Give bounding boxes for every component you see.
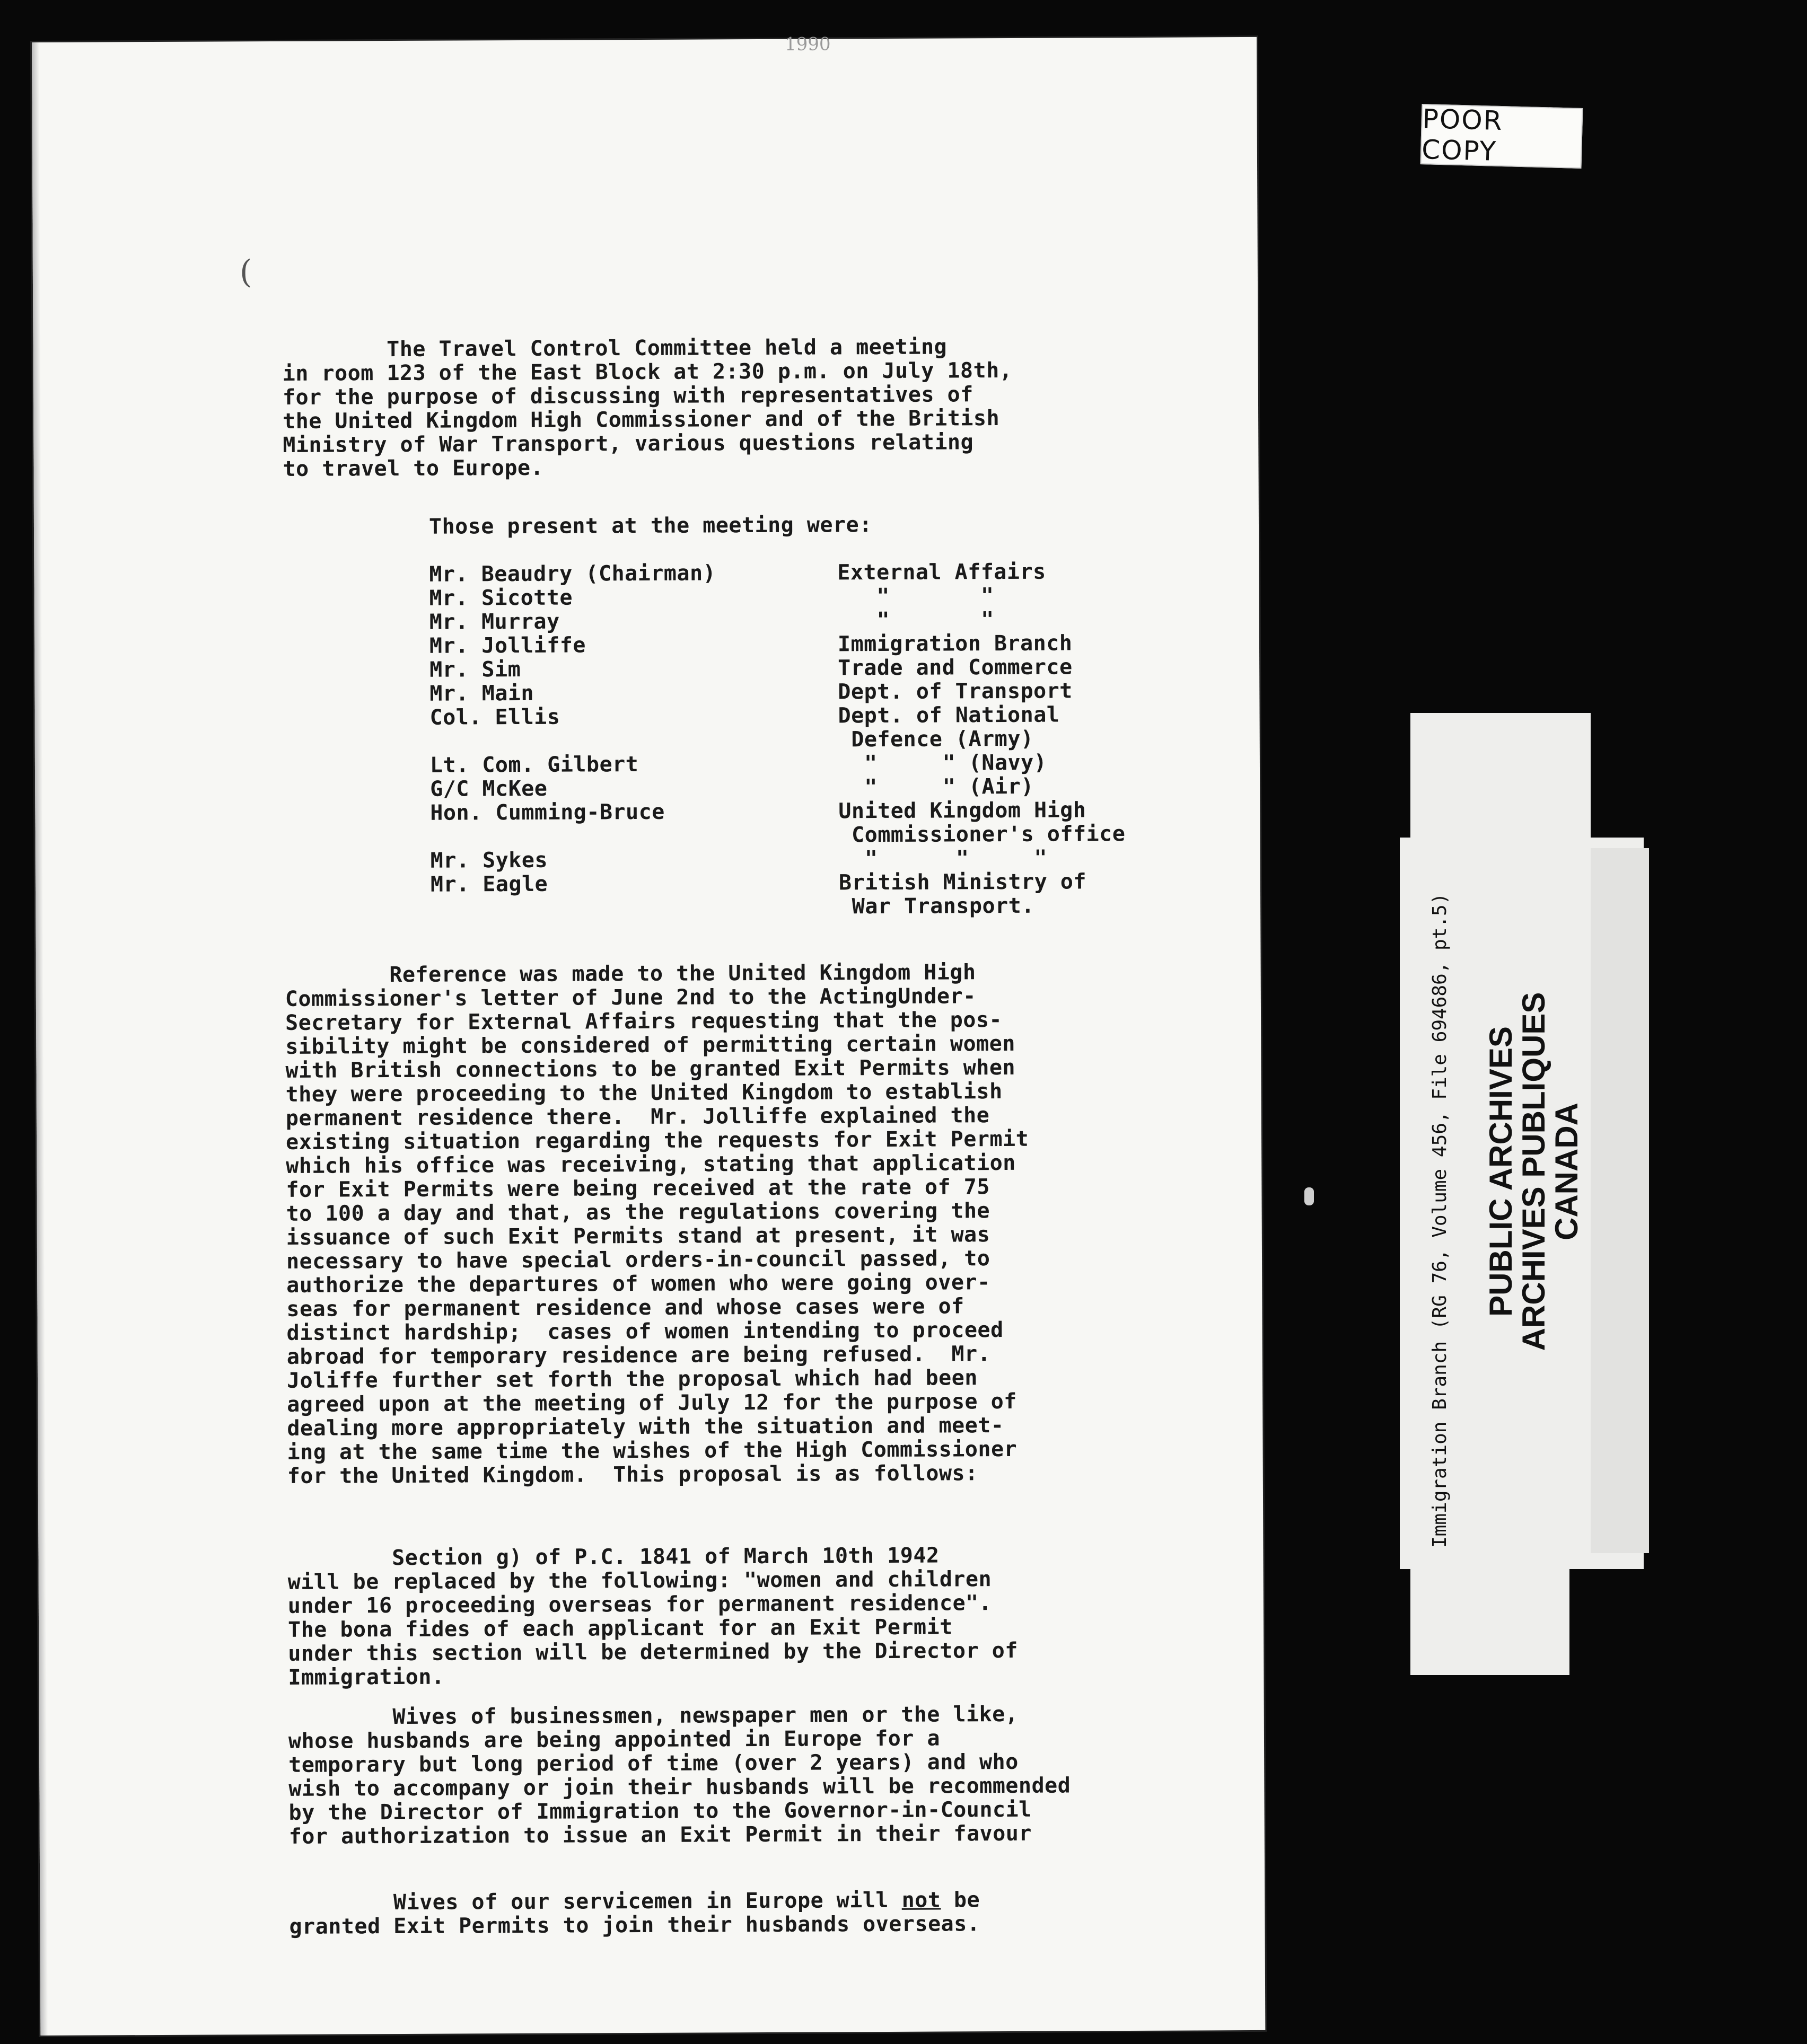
attendee-department: United Kingdom High	[838, 798, 1086, 824]
archive-slip-tab-top	[1410, 713, 1591, 856]
servicemen-text-start: Wives of our servicemen in Europe will	[289, 1888, 902, 1915]
attendee-name: Mr. Sykes	[430, 848, 548, 873]
attendee-name: Lt. Com. Gilbert	[429, 752, 639, 778]
attendee-row	[430, 750, 1199, 777]
underlined-not: not	[901, 1888, 941, 1913]
attendee-department: " " (Navy)	[838, 750, 1047, 776]
attendee-name: Mr. Jolliffe	[429, 633, 586, 658]
attendee-department: War Transport.	[839, 893, 1034, 919]
reference-paragraph: Reference was made to the United Kingdom High Commissioner's letter of June 2nd to the ActingUnder- Secretary for External Affairs requesting that the pos- sibility might be considered of permitting certain women with British connections to be granted Exit Permits when they were proceeding to the United Kingdom to establish permanent residence there. Mr. Jolliffe explained the existing situation regarding the requests for Exit Permit which his office was receiving, stating that application for Exit Permits were being received at the rate of 75 to 100 a day and that, as the regulations covering the issuance of such Exit Permits stand at present, it was necessary to have special orders-in-council passed, to authorize the departures of women who were going over- seas for permanent residence and whose cases were of distinct hardship; cases of women intending to proceed abroad for temporary residence are being refused. Mr. Joliffe further set forth the proposal which had been agreed upon at the meeting of July 12 for the purpose of dealing more appropriately with the situation and meet- ing at the same time the wishes of the High Commissioner for the United Kingdom. This proposal is as follows:	[285, 960, 1029, 1488]
attendee-department: British Ministry of	[838, 869, 1087, 895]
attendee-name: Mr. Sicotte	[429, 585, 573, 611]
attendee-name: Hon. Cumming-Bruce	[430, 799, 665, 825]
attendee-department: " "	[837, 584, 994, 609]
stray-mark: (	[239, 253, 252, 291]
attendee-row	[429, 607, 1198, 634]
attendee-row	[431, 869, 1199, 896]
attendee-name: G/C McKee	[430, 776, 548, 801]
section-g-paragraph: Section g) of P.C. 1841 of March 10th 1942 will be replaced by the following: "women and children under 16 proceeding overseas for permanent residence". The bona fides of each applicant for an Exit Permit under this section will be determined by the Director of Immigration.	[287, 1543, 1018, 1690]
attendee-row	[429, 559, 1198, 586]
attendee-department: External Affairs	[837, 559, 1046, 585]
poor-copy-text: POOR COPY	[1421, 103, 1504, 167]
attendee-name: Mr. Murray	[429, 609, 560, 635]
attendee-department: " "	[837, 607, 994, 633]
attendee-row	[430, 822, 1199, 849]
attendee-name: Mr. Sim	[429, 657, 521, 682]
attendee-row	[429, 702, 1198, 729]
attendee-name: Mr. Beaudry (Chairman)	[429, 561, 716, 587]
archive-reference-text: Immigration Branch (RG 76, Volume 456, File 694686, pt.5)	[1429, 893, 1451, 1548]
attendee-list	[429, 559, 1199, 920]
stamp-line-english: PUBLIC ARCHIVES	[1483, 1026, 1519, 1317]
attendees-heading: Those present at the meeting were:	[428, 513, 872, 539]
wives-of-servicemen-paragraph	[289, 1888, 980, 1939]
archives-stamp	[1485, 965, 1583, 1378]
attendee-department: " " (Air)	[838, 774, 1034, 800]
attendee-department: Trade and Commerce	[838, 655, 1073, 681]
attendee-department: Defence (Army)	[838, 726, 1034, 752]
attendee-row	[431, 845, 1199, 873]
intro-paragraph: The Travel Control Committee held a meeting in room 123 of the East Block at 2:30 p.m. on July 18th, for the purpose of discussing with representatives of the United Kingdom High Commissioner and of the British Ministry of War Transport, various questions relating to travel to Europe.	[282, 334, 1013, 481]
servicemen-text-line2: granted Exit Permits to join their husbands overseas.	[289, 1911, 980, 1939]
stamp-line-french: ARCHIVES PUBLIQUES	[1516, 992, 1551, 1351]
attendee-row	[430, 774, 1199, 801]
attendee-department: Dept. of Transport	[838, 679, 1073, 704]
attendee-department: Dept. of National	[838, 702, 1060, 728]
attendee-row	[429, 655, 1198, 682]
stamp-line-country: CANADA	[1549, 1103, 1584, 1240]
poor-copy-label	[1420, 104, 1583, 169]
attendee-row	[429, 631, 1198, 658]
attendee-department: Commissioner's office	[838, 822, 1126, 848]
film-speck	[1304, 1187, 1314, 1205]
attendee-name: Mr. Eagle	[430, 871, 548, 897]
attendee-row	[429, 679, 1198, 706]
attendee-name: Col. Ellis	[429, 704, 560, 730]
attendee-row	[430, 726, 1199, 753]
attendee-department: " " "	[838, 845, 1048, 871]
servicemen-text-end: be	[941, 1888, 980, 1913]
archive-slip-tab-bottom	[1410, 1569, 1569, 1675]
attendee-row	[430, 798, 1199, 825]
faint-page-number: 1990	[784, 33, 831, 55]
attendee-row	[429, 583, 1198, 610]
typed-memo-page	[32, 33, 1265, 2036]
attendee-name: Mr. Main	[429, 681, 534, 706]
wives-of-businessmen-paragraph: Wives of businessmen, newspaper men or the like, whose husbands are being appointed in Europe for a temporary but long period of time (over 2 years) and who wish to accompany or join their husbands will be recommended by the Director of Immigration to the Governor-in-Council for authorization to issue an Exit Permit in their favour	[288, 1702, 1071, 1849]
attendee-department: Immigration Branch	[837, 631, 1073, 657]
attendee-row	[431, 893, 1199, 920]
archive-slip-fold	[1591, 848, 1649, 1553]
